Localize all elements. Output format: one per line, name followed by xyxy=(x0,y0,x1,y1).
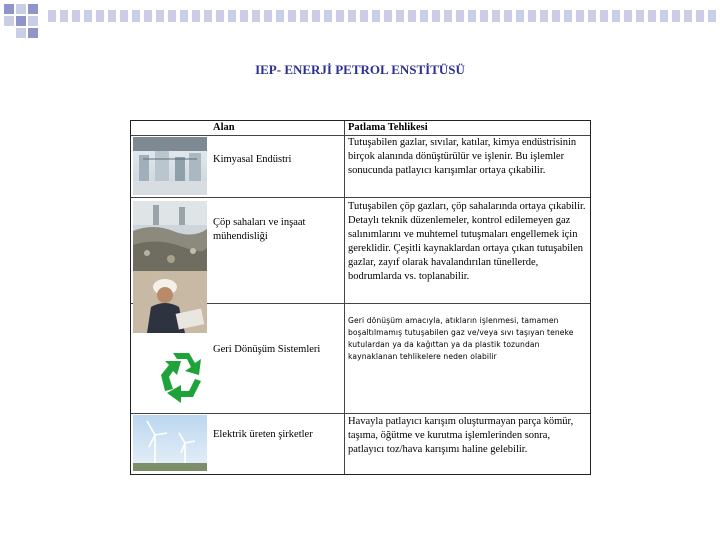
column-divider xyxy=(344,121,345,474)
row1-area: Kimyasal Endüstri xyxy=(213,154,292,165)
header-hazard: Patlama Tehlikesi xyxy=(348,122,428,133)
row-divider xyxy=(131,197,590,198)
landfill-photo xyxy=(133,201,207,271)
page-title: IEP- ENERJİ PETROL ENSTİTÜSÜ xyxy=(255,62,465,77)
row4-hazard: Havayla patlayıcı karışım oluşturmayan parça kömür, taşıma, öğütme ve kurutma işlemlerinden sonra, patlayıcı toz/hava karışımı haline gelebilir. xyxy=(348,416,574,455)
engineer-photo xyxy=(133,271,207,333)
row1-hazard: Tutuşabilen gazlar, sıvılar, katılar, kimya endüstrisinin birçok alanında dönüştürülür ve işlenir. Bu işlemler sonucunda patlayıcı karışımlar ortaya çıkabilir. xyxy=(348,137,577,176)
row3-hazard: Geri dönüşüm amacıyla, atıkların işlenmesi, tamamen boşaltılmamış tutuşabilen gaz ve/veya sıvı taşıyan teneke kutulardan ya da kağıttan ya da plastik tozundan kaynaklanan tehlikelere neden olabilir xyxy=(348,316,574,361)
wind-turbines-photo xyxy=(133,415,207,471)
row2-hazard: Tutuşabilen çöp gazları, çöp sahalarında ortaya çıkabilir. Detaylı teknik düzenlemeler, kontrol edilemeyen gaz salınımlarını ve muhtemel tutuşmaları engellemek için gereklidir. Çeşitli kaynaklardan ortaya çıkan tutuşabilen gazlar, zayıf olarak havalandırılan tünellerde, bodrumlarda vs. toplanabilir. xyxy=(348,201,586,282)
row-divider xyxy=(131,413,590,414)
hazard-table xyxy=(130,120,591,475)
row4-area: Elektrik üreten şirketler xyxy=(213,429,313,440)
header-band xyxy=(48,10,720,22)
row3-area: Geri Dönüşüm Sistemleri xyxy=(213,344,321,355)
recycling-symbol xyxy=(159,347,207,409)
row2-area: Çöp sahaları ve inşaat mühendisliği xyxy=(213,217,306,242)
header-area: Alan xyxy=(213,122,235,133)
chemical-plant-photo xyxy=(133,137,207,195)
corner-ornament xyxy=(0,0,60,48)
